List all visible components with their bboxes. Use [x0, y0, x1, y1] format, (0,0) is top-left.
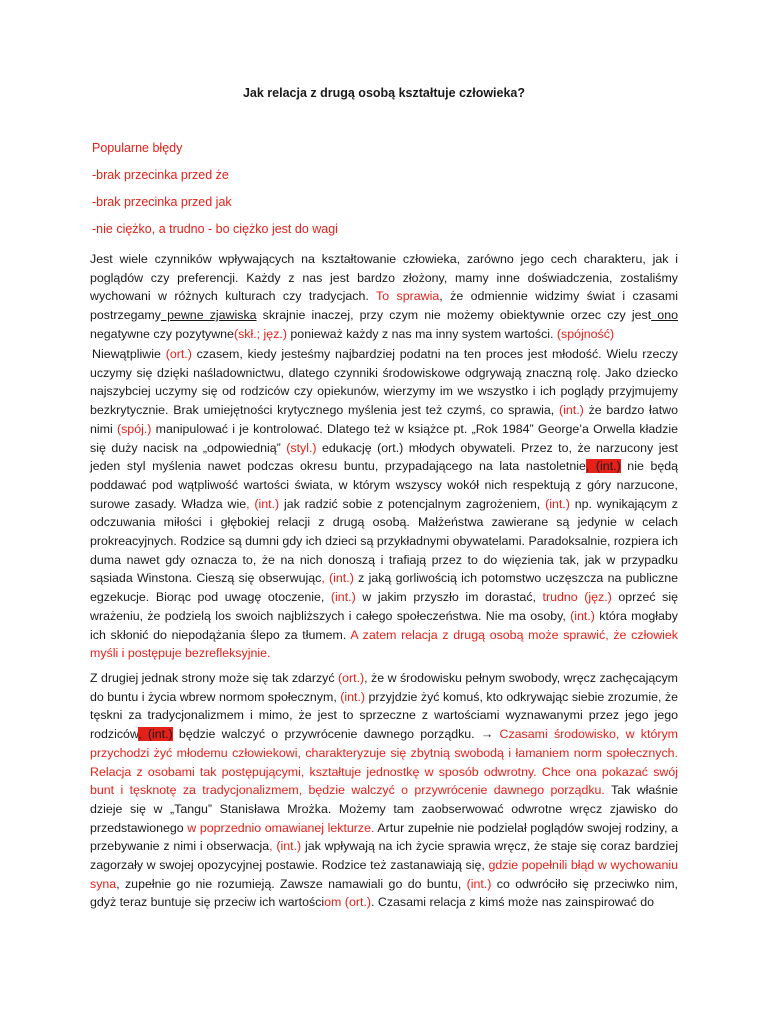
highlighted-correction: , (int.)	[585, 459, 621, 474]
correction-mark: w poprzednio omawianej lekturze.	[187, 820, 375, 835]
text-run: co odwróciło się przeciwko nim, gdyż teraz buntuje się przeciw ich wartości	[90, 876, 678, 910]
text-run: będzie walczyć o przywrócenie dawnego porządku. →	[172, 727, 500, 742]
common-errors-heading: Popularne błędy	[92, 141, 183, 155]
correction-mark: , (int.)	[321, 571, 354, 586]
text-run: Z drugiej jednak strony może się tak zdarzyć	[90, 671, 338, 685]
error-item: -nie ciężko, a trudno - bo ciężko jest do wagi	[92, 222, 338, 236]
paragraph-3	[90, 669, 678, 912]
text-run: edukację (ort.) młodych obywateli. Przez to, że narzucony jest jeden styl myślenia nawet podczas okresu buntu, przypadającego na lata nastoletnie	[90, 440, 678, 474]
text-run: z jaką gorliwością ich potomstwo uczęszcza na publiczne egzekucje. Biorąc pod uwagę otoczenie,	[90, 571, 678, 605]
text-run: negatywne czy pozytywne	[90, 326, 234, 341]
correction-mark: (int.)	[545, 496, 570, 511]
correction-mark: (int.)	[340, 689, 366, 704]
underlined-text: pewne zjawiska	[160, 308, 257, 323]
text-run: ponieważ każdy z nas ma inny system wartości.	[286, 326, 557, 341]
correction-sentence: A zatem relacja z drugą osobą może sprawić, że człowiek myśli i postępuje bezrefleksyjnie.	[90, 627, 678, 661]
correction-mark: trudno (jęz.)	[542, 590, 612, 605]
text-run: , że w środowisku pełnym swobody, wręcz zachęcającym do buntu i życia wbrew normom społecznym,	[90, 671, 678, 704]
correction-mark: (ort.)	[165, 347, 192, 361]
common-errors-list	[92, 140, 338, 248]
correction-sentence: Czasami środowisko, w którym przychodzi żyć młodemu człowiekowi, charakteryzuje się zbytnią swobodą i łamaniem norm społecznych. Relacja z osobami tak postępującymi, kształtuje jednostkę w sposób odwrotny. Chce ona pokazać swój bunt i tęsknotę za tradycjonalizmem, będzie walczyć o przywrócenie dawnego porządku.	[90, 727, 678, 798]
text-run: że bardzo łatwo nimi	[90, 403, 678, 436]
correction-mark: (int.)	[570, 608, 595, 623]
essay-title: Jak relacja z drugą osobą kształtuje człowieka?	[242, 86, 526, 100]
paragraph-1	[90, 250, 678, 344]
correction-mark: (skł.; jęz.)	[233, 326, 287, 341]
correction-mark: To sprawia	[376, 289, 440, 304]
error-item: -brak przecinka przed jak	[92, 195, 232, 209]
text-run: nie będą poddawać pod wątpliwość wartości świata, w którym wszyscy wokół nich respektują z góry narzucone, surowe zasady. Władza wie	[90, 459, 679, 511]
underlined-text: ono	[651, 308, 678, 323]
error-item: -brak przecinka przed że	[92, 168, 229, 182]
text-run: manipulować i je kontrolować. Dlatego też w książce pt. „Rok 1984” George’a Orwella kładzie się duży nacisk na „odpowiednią”	[90, 421, 678, 455]
correction-mark: , (int.)	[246, 496, 280, 511]
text-run: która mogłaby ich skłonić do niepodążania ślepo za tłumem.	[90, 608, 678, 642]
correction-mark: (styl.)	[286, 440, 317, 455]
correction-mark: (int.)	[330, 590, 356, 605]
correction-mark: , (int.)	[269, 839, 302, 854]
correction-mark: (spójność)	[556, 326, 615, 341]
text-run: Niewątpliwie	[92, 347, 166, 361]
text-run: Jest wiele czynników wpływających na kształtowanie człowieka, zarówno jego cech charakteru, jak i poglądów czy preferencji. Każdy z nas jest bardzo złożony, mamy inne doświadczenia, zostaliśmy wychowani w różnych kulturach czy tradycjach.	[90, 252, 678, 304]
correction-mark: gdzie popełnili błąd w wychowaniu syna	[90, 858, 678, 891]
correction-mark: (ort.)	[337, 671, 365, 685]
correction-mark: om (ort.)	[324, 895, 371, 910]
text-run: . Czasami relacja z kimś może nas zainspirować do	[370, 895, 654, 910]
text-run: np. wynikającym z odczuwania miłości i głębokiej relacji z drugą osobą. Małżeństwa zawierane są jedynie w celach prokreacyjnych. Rodzice są dumni gdy ich dzieci są przykładnymi obywatelami. Paradoksalnie, rozpiera ich duma nawet gdy oznacza to, że na nich donoszą i trafiają przez to do więzienia tak, jak w przypadku sąsiada Winstona. Cieszą się obserwując	[90, 496, 679, 586]
paragraph-2	[90, 345, 678, 663]
text-run: przyjdzie żyć komuś, kto odkrywając siebie zrozumie, że tęskni za tradycjonalizmem i mimo, że jest to sprzeczne z wartościami wyznawanymi przez jego jego rodziców	[90, 689, 678, 742]
text-run: jak radzić sobie z potencjalnym zagrożeniem,	[279, 496, 546, 511]
text-run: Tak właśnie dzieje się w „Tangu” Stanisława Mrożka. Możemy tam zaobserwować odwrotne wręcz zjawisko do przedstawionego	[90, 783, 679, 835]
text-run: Artur zupełnie nie podzielał poglądów swojej rodziny, a przebywanie z nimi i obserwacja	[90, 820, 678, 854]
correction-mark: (spój.)	[116, 421, 152, 436]
text-run: , że odmiennie widzimy świat i czasami postrzegamy	[90, 289, 678, 323]
text-run: skrajnie inaczej, przy czym nie możemy obiektywnie orzec czy jest	[256, 308, 652, 323]
text-run: , zupełnie go nie rozumieją. Zawsze namawiali go do buntu,	[116, 876, 467, 891]
correction-mark: (int.)	[466, 876, 492, 891]
text-run: oprzeć się wrażeniu, że podzielą los swoich najbliższych i całego społeczeństwa. Nie ma osoby,	[90, 590, 678, 623]
text-run: w jakim przyszło im dorastać,	[355, 590, 543, 605]
text-run: jak wpływają na ich życie sprawia wręcz, że staje się coraz bardziej zagorzały w swojej opozycyjnej postawie. Rodzice też zastanawiają się,	[90, 839, 678, 873]
highlighted-correction: , (int.)	[138, 727, 173, 742]
text-run: czasem, kiedy jesteśmy najbardziej podatni na ten proces jest młodość. Wielu rzeczy uczymy się dzięki naśladownictwu, dlatego czynniki środowiskowe odgrywają znaczną rolę. Jako dziecko najszybciej uczymy się od rodziców czy opiekunów, wierzymy im we wszystko i ich poglądy przyjmujemy bezkrytycznie. Brak umiejętności krytycznego myślenia jest też czymś, co sprawia,	[90, 347, 678, 418]
correction-mark: (int.)	[559, 403, 584, 418]
